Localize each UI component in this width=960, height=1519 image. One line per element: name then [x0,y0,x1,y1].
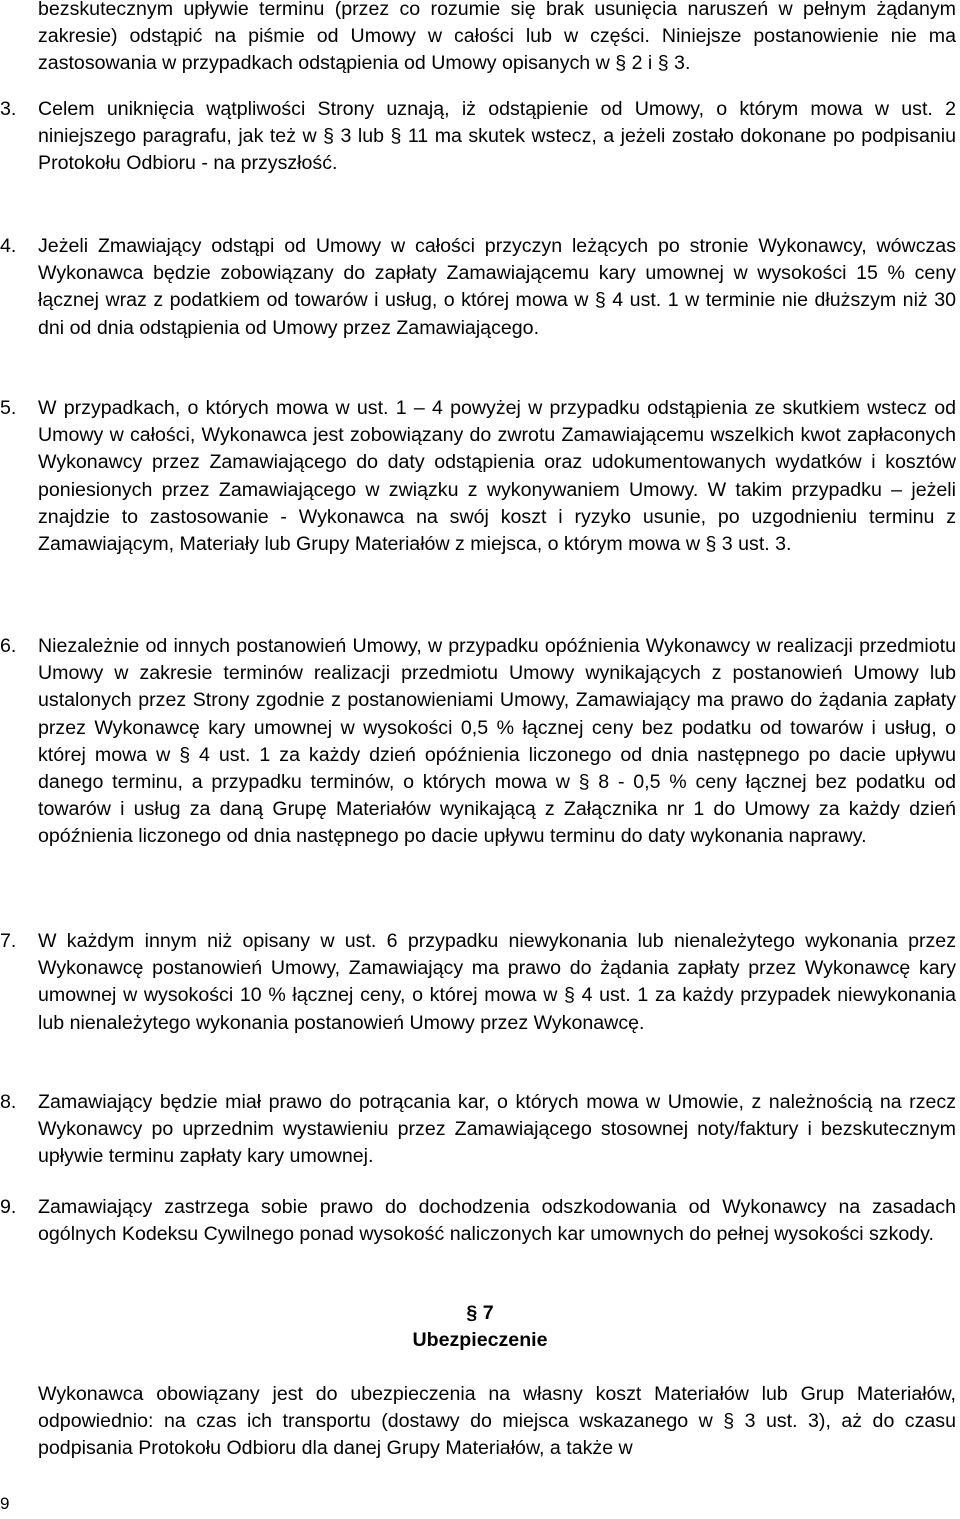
list-item-8 [0,1089,956,1171]
page-number: 9 [0,1494,10,1513]
paragraph-continuation: bezskutecznym upływie terminu (przez co rozumie się brak usunięcia naruszeń w pełnym żądanym zakresie) odstąpić na piśmie od Umowy w całości lub w części. Niniejsze postanowienie nie ma zastosowania w przypadkach odstąpienia od Umowy opisanych w § 2 i § 3. [38,0,956,75]
item-text: Zamawiający będzie miał prawo do potrącania kar, o których mowa w Umowie, z należnością na rzecz Wykonawcy po uprzednim wystawieniu przez Zamawiającego stosownej noty/faktury i bezskutecznym upływie terminu zapłaty kary umownej. [38,1091,956,1168]
section-title: Ubezpieczenie [412,1329,548,1351]
item-text: W przypadkach, o których mowa w ust. 1 – 4 powyżej w przypadku odstąpienia ze skutkiem wstecz od Umowy w całości, Wykonawca jest zobowiązany do zwrotu Zamawiającemu wszelkich kwot zapłaconych Wykonawcy przez Zamawiającego do daty odstąpienia oraz udokumentowanych wydatków i kosztów poniesionych przez Zamawiającego w związku z wykonywaniem Umowy. W takim przypadku – jeżeli znajdzie to zastosowanie - Wykonawca na swój koszt i ryzyko usunie, po uzgodnieniu terminu z Zamawiającym, Materiały lub Grupy Materiałów z miejsca, o którym mowa w § 3 ust. 3. [38,397,956,556]
list-item-6 [0,633,956,851]
section-number: § 7 [466,1302,494,1324]
list-item-5 [0,395,956,558]
item-number: 9. [0,1196,17,1218]
item-number: 3. [0,98,17,120]
item-number: 8. [0,1091,17,1113]
list-item-7 [0,928,956,1037]
item-text: W każdym innym niż opisany w ust. 6 przypadku niewykonania lub nienależytego wykonania przez Wykonawcę postanowień Umowy, Zamawiający ma prawo do żądania zapłaty przez Wykonawcę kary umownej w wysokości 10 % łącznej ceny, o której mowa w § 4 ust. 1 za każdy przypadek niewykonania lub nienależytego wykonania postanowień Umowy przez Wykonawcę. [38,930,956,1034]
item-number: 5. [0,397,17,419]
item-text: Niezależnie od innych postanowień Umowy, w przypadku opóźnienia Wykonawcy w realizacji przedmiotu Umowy w zakresie terminów realizacji przedmiotu Umowy wynikających z postanowień Umowy lub ustalonych przez Strony zgodnie z postanowieniami Umowy, Zamawiający ma prawo do żądania zapłaty przez Wykonawcę kary umownej w wysokości 0,5 % łącznej ceny bez podatku od towarów i usług, o której mowa w § 4 ust. 1 za każdy dzień opóźnienia liczonego od dnia następnego po dacie upływu danego terminu, a przypadku terminów, o których mowa w § 8 - 0,5 % ceny łącznej bez podatku od towarów i usług za daną Grupę Materiałów wynikającą z Załącznika nr 1 do Umowy za każdy dzień opóźnienia liczonego od dnia następnego po dacie upływu terminu do daty wykonania naprawy. [38,635,956,848]
item-number: 4. [0,235,17,257]
item-number: 7. [0,930,17,952]
list-item-4 [0,233,956,342]
item-text: Jeżeli Zmawiający odstąpi od Umowy w całości przyczyn leżących po stronie Wykonawcy, wówczas Wykonawca będzie zobowiązany do zapłaty Zamawiającemu kary umownej w wysokości 15 % ceny łącznej wraz z podatkiem od towarów i usług, o której mowa w § 4 ust. 1 w terminie nie dłuższym niż 30 dni od dnia odstąpienia od Umowy przez Zamawiającego. [38,235,956,339]
item-text: Celem uniknięcia wątpliwości Strony uznają, iż odstąpienie od Umowy, o którym mowa w ust. 2 niniejszego paragrafu, jak też w § 3 lub § 11 ma skutek wstecz, a jeżeli zostało dokonane po podpisaniu Protokołu Odbioru - na przyszłość. [38,98,956,175]
item-number: 6. [0,635,17,657]
paragraph-insurance: Wykonawca obowiązany jest do ubezpieczenia na własny koszt Materiałów lub Grup Materiałów, odpowiednio: na czas ich transportu (dostawy do miejsca wskazanego w § 3 ust. 3), aż do czasu podpisania Protokołu Odbioru dla danej Grupy Materiałów, a także w [38,1383,956,1460]
item-text: Zamawiający zastrzega sobie prawo do dochodzenia odszkodowania od Wykonawcy na zasadach ogólnych Kodeksu Cywilnego ponad wysokość naliczonych kar umownych do pełnej wysokości szkody. [38,1196,956,1246]
list-item-9 [0,1194,956,1248]
list-item-3 [0,96,956,178]
